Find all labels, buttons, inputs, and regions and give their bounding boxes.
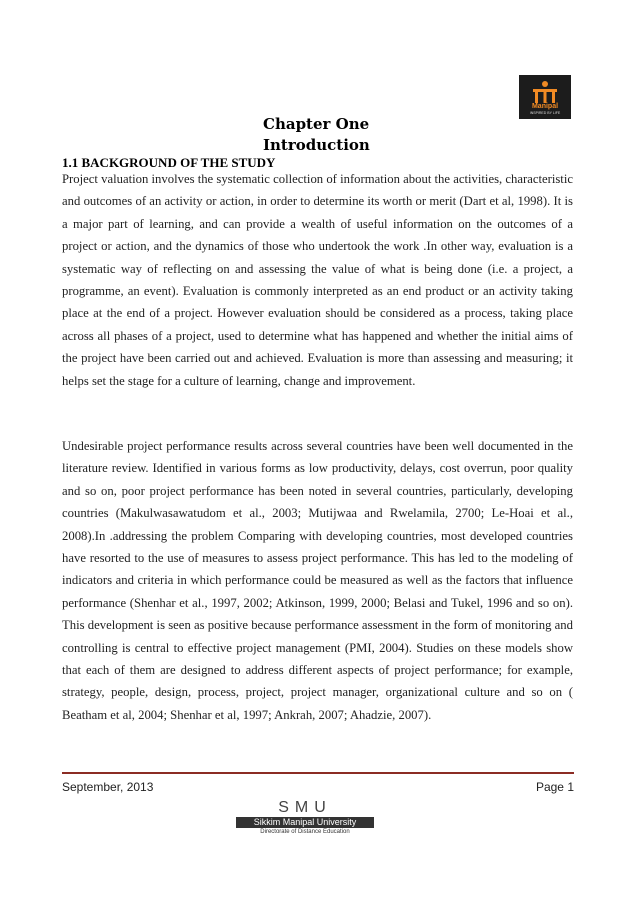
section-heading: 1.1 BACKGROUND OF THE STUDY [62,155,276,170]
manipal-logo [519,75,571,119]
smu-logo [232,800,378,836]
chapter-title: Introduction [263,136,370,154]
paragraph-1: Project valuation involves the systematic collection of information about the activities, characteristic and outcomes of an activity or action, in order to determine its worth or merit (Dart et al, 1998). It is a major part of learning, and can provide a wealth of useful information on the outcomes of a project or action, and the dynamics of those who undertook the work .In other way, evaluation is a systematic way of reflecting on and assessing the value of what is being done (i.e. a project, a programme, an event). Evaluation is commonly interpreted as an end product or an activity taking place at the end of a project. However evaluation should be considered as a process, taking place across all phases of a project, used to determine what has happened and whether the initial aims of the project have been carried out and achieved. Evaluation is more than assessing and measuring; it helps set the stage for a culture of learning, change and improvement. [62,172,573,388]
manipal-emblem-icon [530,80,560,104]
paragraph-2: Undesirable project performance results across several countries have been well documented in the literature review. Identified in various forms as low productivity, delays, cost overrun, poor quality and so on, poor project performance has been noted in several countries, particularly, developing countries (Makulwasawatudom et al., 2003; Mutijwaa and Rwelamila, 2700; Le-Hoai et al., 2008).In .addressing the problem Comparing with developing countries, most developed countries have resorted to the use of measures to assess project performance. This has led to the modeling of indicators and criteria in which performance could be measured as well as the factors that influence performance (Shenhar et al., 1997, 2002; Atkinson, 1999, 2000; Belasi and Tukel, 1996 and so on). This development is seen as positive because performance assessment in the form of monitoring and controlling is central to effective project management (PMI, 2004). Studies on these models show that each of them are designed to address different aspects of project performance; for example, strategy, people, design, process, project, project manager, organizational culture and so on ( Beatham et al, 2004; Shenhar et al, 1997; Ankrah, 2007; Ahadzie, 2007). [62,439,573,722]
smu-subtitle: Directorate of Distance Education [260,829,350,835]
smu-name: Sikkim Manipal University [236,817,374,828]
chapter-number: Chapter One [263,115,370,133]
logo-name: Manipal [531,103,559,110]
footer-date: September, 2013 [62,780,154,794]
logo-tagline: INSPIRED BY LIFE [529,111,561,115]
page-number: Page 1 [535,780,574,794]
footer-rule [62,772,574,774]
smu-initials: SMU [278,799,332,816]
